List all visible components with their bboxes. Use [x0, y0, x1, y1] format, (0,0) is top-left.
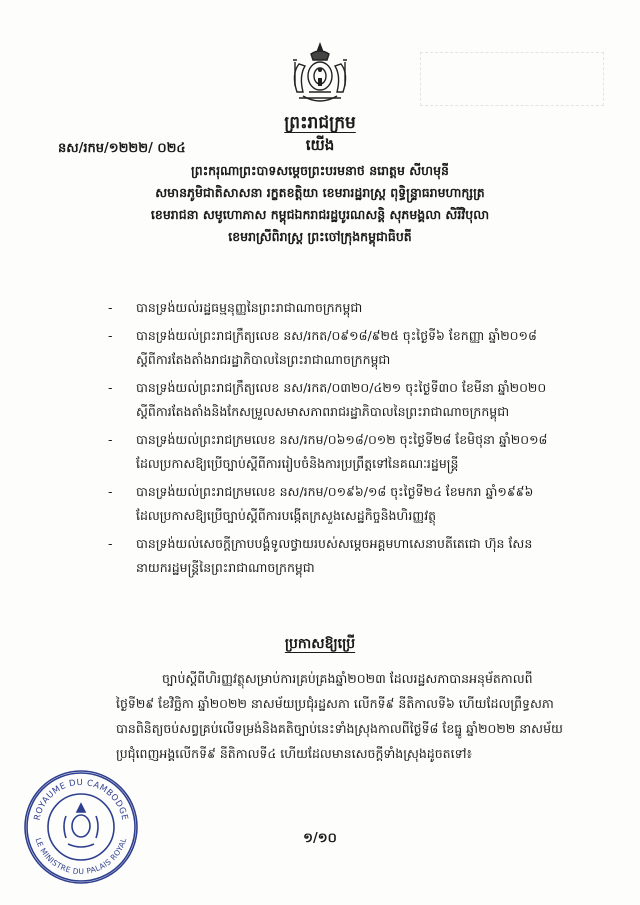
dash-bullet: - — [108, 432, 113, 447]
visa-line: បានទ្រង់យល់ព្រះរាជក្រមលេខ នស/រកម/០៦១៨/០១២ ចុះថ្ងៃទី២៨ ខែមិថុនា ឆ្នាំ២០១៨ — [136, 432, 548, 447]
visa-item — [108, 480, 588, 528]
dash-bullet: - — [108, 380, 113, 395]
visa-line: ស្តីពីការតែងតាំងនិងកែសម្រួលសមាសភាពរាជរដ្ឋាភិបាលនៃព្រះរាជាណាចក្រកម្ពុជា — [136, 404, 510, 419]
visa-line: បានទ្រង់យល់រដ្ឋធម្មនុញ្ញនៃព្រះរាជាណាចក្រកម្ពុជា — [136, 300, 363, 315]
visa-item — [108, 296, 588, 320]
reference-number: នស/រកម/១២២២/ ០២៤ — [58, 141, 186, 156]
body-line-text: ច្បាប់ស្តីពីហិរញ្ញវត្ថុសម្រាប់ការគ្រប់គ្រងឆ្នាំ២០២៣ ដែលរដ្ឋសភាបានអនុម័តកាលពី — [162, 671, 533, 686]
faint-stamp-area — [420, 52, 604, 106]
body-line: បានពិនិត្យចប់សព្វគ្រប់លើទម្រង់និងគតិច្បាប់នេះទាំងស្រុងកាលពីថ្ងៃទី៨ ខែធ្នូ ឆ្នាំ២០២២ នាសម័យ — [116, 721, 563, 736]
royal-title-line: ខេមរាស្រីពិរាស្ត្រ ព្រះចៅក្រុងកម្ពុជាធិបតី — [228, 229, 412, 244]
royal-title-line: ខេមរាជនា សមូហោភាស កម្ពុជឯករាជរដ្ឋបូរណសន្តិ សុភមង្គលា សិរីវិបុលា — [150, 207, 490, 222]
body-line — [116, 666, 600, 691]
visa-line: នាយករដ្ឋមន្ត្រីនៃព្រះរាជាណាចក្រកម្ពុជា — [136, 560, 315, 575]
document-title: ព្រះរាជក្រម — [284, 113, 356, 133]
body-line: ប្រជុំពេញអង្គលើកទី៩ នីតិកាលទី៤ ហើយដែលមានសេចក្តីទាំងស្រុងដូចតទៅ៖ — [116, 746, 472, 761]
royal-coat-of-arms-emblem — [285, 40, 355, 108]
dash-bullet: - — [108, 300, 113, 315]
dash-bullet: - — [108, 328, 113, 343]
page-number: ១/១០ — [303, 831, 337, 846]
body-paragraph — [116, 666, 600, 766]
dash-bullet: - — [108, 536, 113, 551]
dash-bullet: - — [108, 484, 113, 499]
visa-line: បានទ្រង់យល់សេចក្តីក្រាបបង្គំទូលថ្វាយរបស់សម្តេចអគ្គមហាសេនាបតីតេជោ ហ៊ុន សែន — [136, 536, 533, 551]
body-line: ថ្ងៃទី២៩ ខែវិច្ឆិកា ឆ្នាំ២០២២ នាសម័យប្រជុំរដ្ឋសភា លើកទី៩ នីតិកាលទី៦ ហើយដែលព្រឹទ្ធសភា — [116, 696, 554, 711]
visa-line: ដែលប្រកាសឱ្យប្រើច្បាប់ស្តីពីការរៀបចំនិងការប្រព្រឹត្តទៅនៃគណៈរដ្ឋមន្ត្រី — [136, 456, 459, 471]
yeung-heading: យើង — [305, 136, 335, 154]
visa-item — [108, 376, 588, 424]
visa-line: ស្តីពីការតែងតាំងរាជរដ្ឋាភិបាលនៃព្រះរាជាណាចក្រកម្ពុជា — [136, 352, 391, 367]
promulgate-heading: ប្រកាសឱ្យប្រើ — [284, 636, 356, 652]
royal-title-line: សមានភូមិជាតិសាសនា រក្ខតខត្តិយា ខេមរារដ្ឋរាស្ត្រ ពុទ្ធិន្ទ្រាធរាមហាក្សត្រ — [155, 185, 485, 200]
visa-item — [108, 428, 588, 476]
visa-line: បានទ្រង់យល់ព្រះរាជក្រមលេខ នស/រកម/០១៩៦/១៨ ចុះថ្ងៃទី២៤ ខែមករា ឆ្នាំ១៩៩៦ — [136, 484, 534, 499]
visa-line: បានទ្រង់យល់ព្រះរាជក្រឹត្យលេខ នស/រកត/០៩១៨/៩២៥ ចុះថ្ងៃទី៦ ខែកញ្ញា ឆ្នាំ២០១៨ — [136, 328, 537, 343]
svg-text:LE MINISTRE DU PALAIS ROYAL: LE MINISTRE DU PALAIS ROYAL — [33, 836, 129, 877]
svg-text:ROYAUME DU CAMBODGE: ROYAUME DU CAMBODGE — [32, 777, 130, 822]
visa-item — [108, 324, 588, 372]
visa-line: ដែលប្រកាសឱ្យប្រើច្បាប់ស្តីពីការបង្កើតក្រសួងសេដ្ឋកិច្ចនិងហិរញ្ញវត្ថុ — [136, 508, 437, 523]
royal-title-line: ព្រះករុណាព្រះបាទសម្តេចព្រះបរមនាថ នរោត្តម សីហមុនី — [191, 163, 449, 178]
visa-item — [108, 532, 588, 580]
visa-list — [108, 296, 588, 584]
palace-ministry-seal-stamp — [22, 768, 140, 886]
visa-line: បានទ្រង់យល់ព្រះរាជក្រឹត្យលេខ នស/រកត/០៣២០/៤២១ ចុះថ្ងៃទី៣០ ខែមីនា ឆ្នាំ២០២០ — [136, 380, 547, 395]
